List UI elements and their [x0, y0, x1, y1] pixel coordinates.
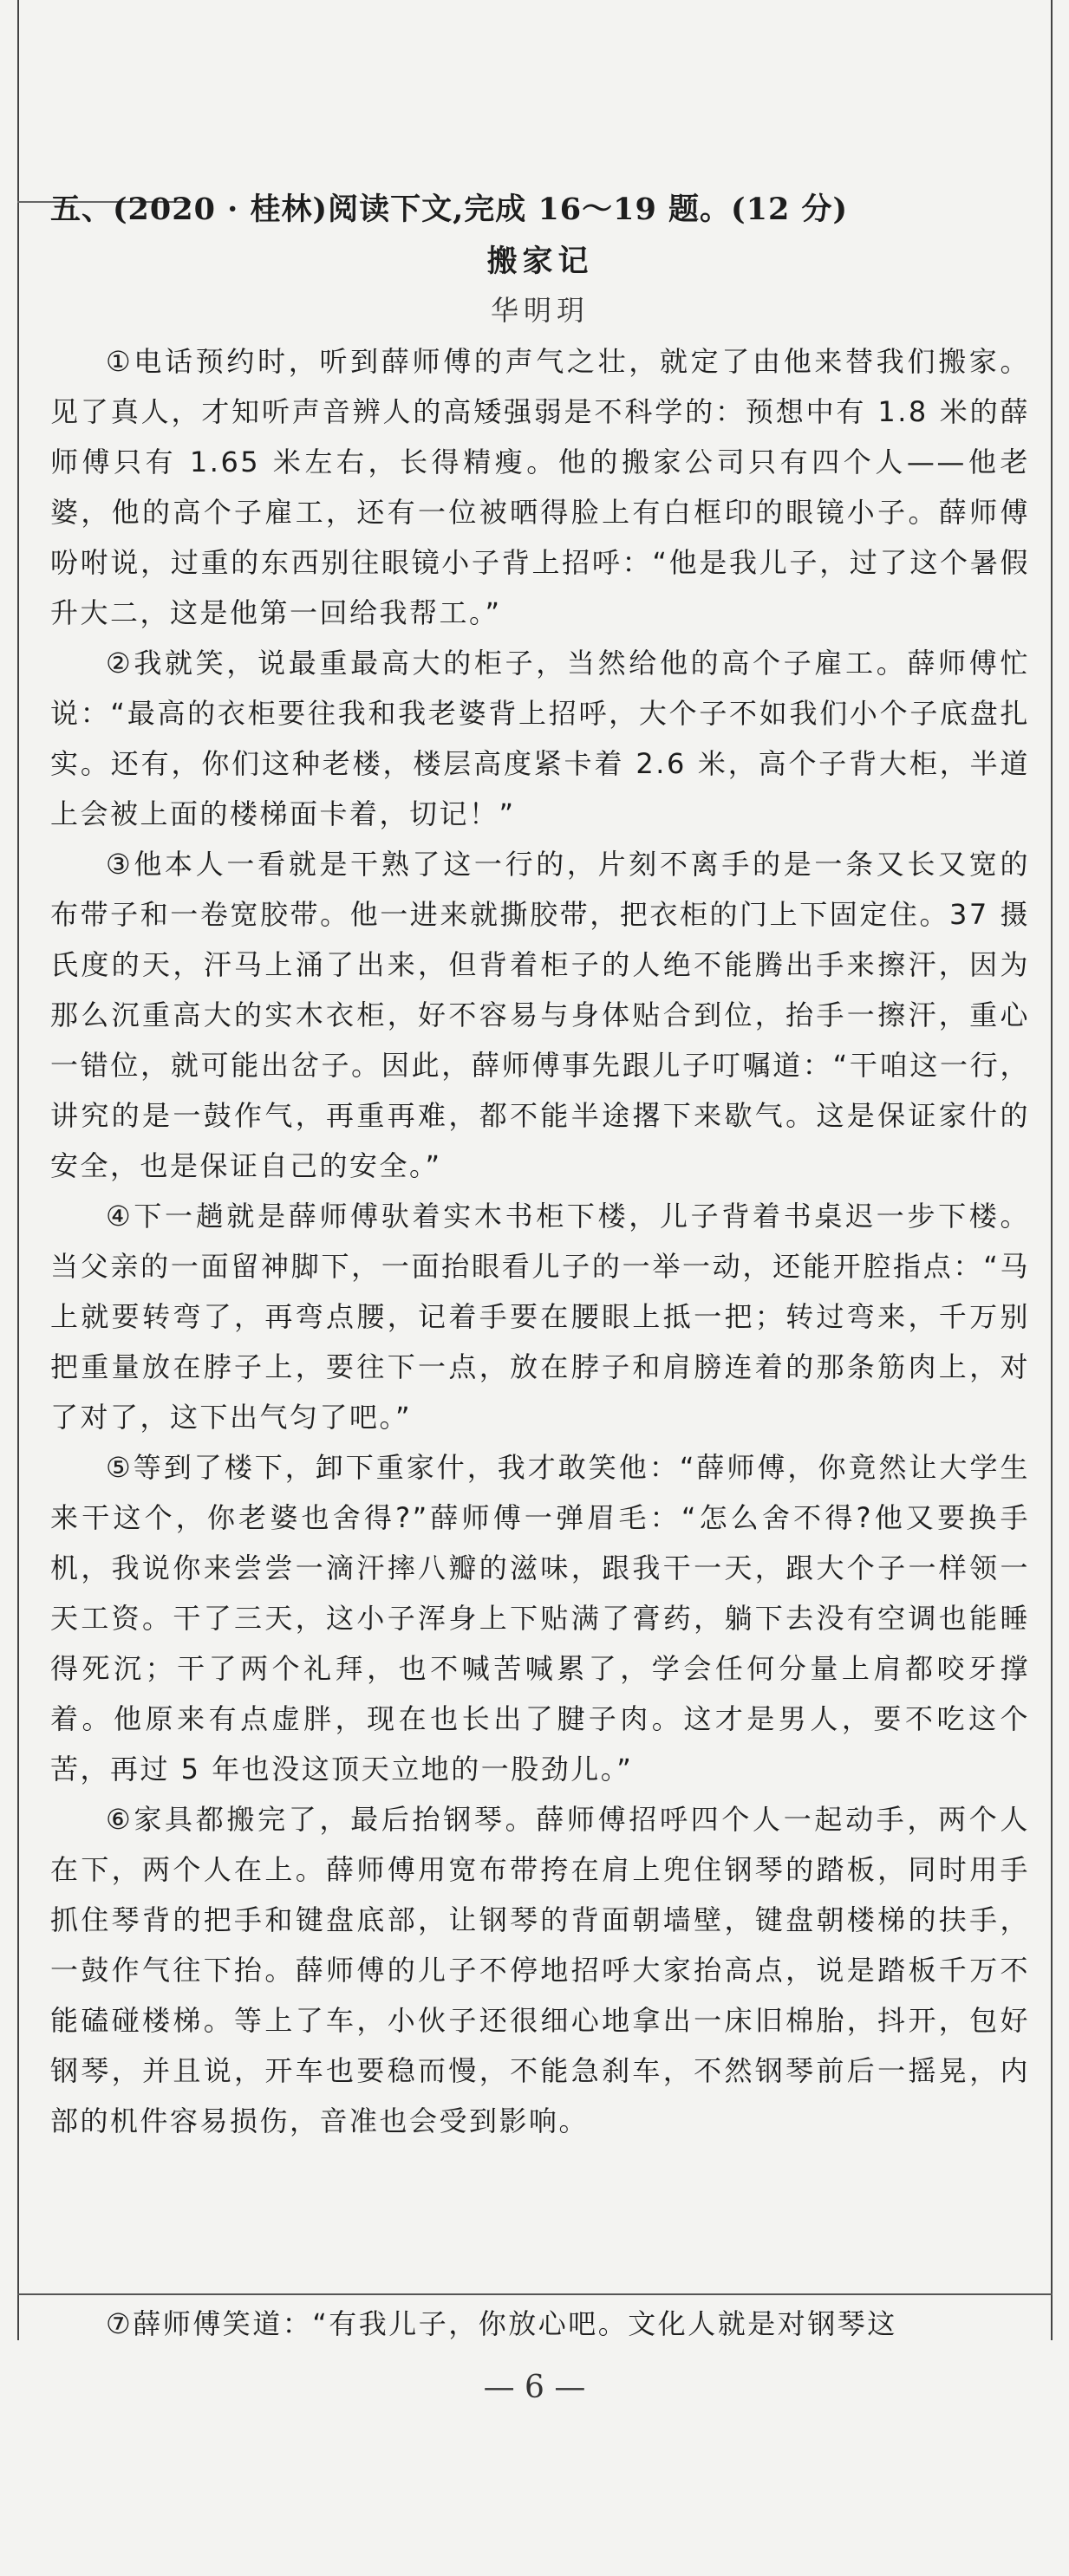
- section-divider: [17, 2293, 1053, 2295]
- article-title: 搬家记: [486, 244, 594, 279]
- paragraph-1: ①电话预约时，听到薛师傅的声气之壮，就定了由他来替我们搬家。见了真人，才知听声音辨人的高矮强弱是不科学的：预想中有 1.8 米的薛师傅只有 1.65 米左右，长得精瘦。他的搬家公司只有四个人——他老婆，他的高个子雇工，还有一位被晒得脸上有白框印的眼镜小子。薛师傅吩咐说，过重的东西别往眼镜小子背上招呼：“他是我儿子，过了这个暑假升大二，这是他第一回给我帮工。”: [50, 345, 1030, 629]
- article-author: 华明玥: [490, 294, 590, 327]
- paragraph-5: ⑤等到了楼下，卸下重家什，我才敢笑他：“薛师傅，你竟然让大学生来干这个，你老婆也舍得?”薛师傅一弹眉毛：“怎么舍不得?他又要换手机，我说你来尝尝一滴汗摔八瓣的滋味，跟我干一天，跟大个子一样领一天工资。干了三天，这小子浑身上下贴满了膏药，躺下去没有空调也能睡得死沉；干了两个礼拜，也不喊苦喊累了，学会任何分量上肩都咬牙撑着。他原来有点虚胖，现在也长出了腱子肉。这才是男人，要不吃这个苦，再过 5 年也没这顶天立地的一股劲儿。”: [50, 1451, 1030, 1786]
- paragraph-6: ⑥家具都搬完了，最后抬钢琴。薛师傅招呼四个人一起动手，两个人在下，两个人在上。薛师傅用宽布带挎在肩上兜住钢琴的踏板，同时用手抓住琴背的把手和键盘底部，让钢琴的背面朝墙壁，键盘朝楼梯的扶手，一鼓作气往下抬。薛师傅的儿子不停地招呼大家抬高点，说是踏板千万不能磕碰楼梯。等上了车，小伙子还很细心地拿出一床旧棉胎，抖开，包好钢琴，并且说，开车也要稳而慢，不能急刹车，不然钢琴前后一摇晃，内部的机件容易损伤，音准也会受到影响。: [50, 1803, 1030, 2137]
- question-header: 五、(2020 · 桂林)阅读下文,完成 16～19 题。(12 分): [50, 192, 849, 227]
- paragraph-3: ③他本人一看就是干熟了这一行的，片刻不离手的是一条又长又宽的布带子和一卷宽胶带。他一进来就撕胶带，把衣柜的门上下固定住。37 摄氏度的天，汗马上涌了出来，但背着柜子的人绝不能腾出手来擦汗，因为那么沉重高大的实木衣柜，好不容易与身体贴合到位，抬手一擦汗，重心一错位，就可能出岔子。因此，薛师傅事先跟儿子叮嘱道：“干咱这一行，讲究的是一鼓作气，再重再难，都不能半途撂下来歇气。这是保证家什的安全，也是保证自己的安全。”: [50, 848, 1030, 1182]
- paragraph-7: ⑦薛师傅笑道：“有我儿子，你放心吧。文化人就是对钢琴这: [106, 2307, 897, 2340]
- page-number: — 6 —: [483, 2370, 586, 2405]
- paragraph-4: ④下一趟就是薛师傅驮着实木书柜下楼，儿子背着书桌迟一步下楼。当父亲的一面留神脚下，一面抬眼看儿子的一举一动，还能开腔指点：“马上就要转弯了，再弯点腰，记着手要在腰眼上抵一把；转过弯来，千万别把重量放在脖子上，要往下一点，放在脖子和肩膀连着的那条筋肉上，对了对了，这下出气匀了吧。”: [50, 1200, 1030, 1434]
- reading-passage: [50, 184, 1030, 2146]
- paragraph-2: ②我就笑，说最重最高大的柜子，当然给他的高个子雇工。薛师傅忙说：“最高的衣柜要往我和我老婆背上招呼，大个子不如我们小个子底盘扎实。还有，你们这种老楼，楼层高度紧卡着 2.6 米，高个子背大柜，半道上会被上面的楼梯面卡着，切记！”: [50, 647, 1030, 830]
